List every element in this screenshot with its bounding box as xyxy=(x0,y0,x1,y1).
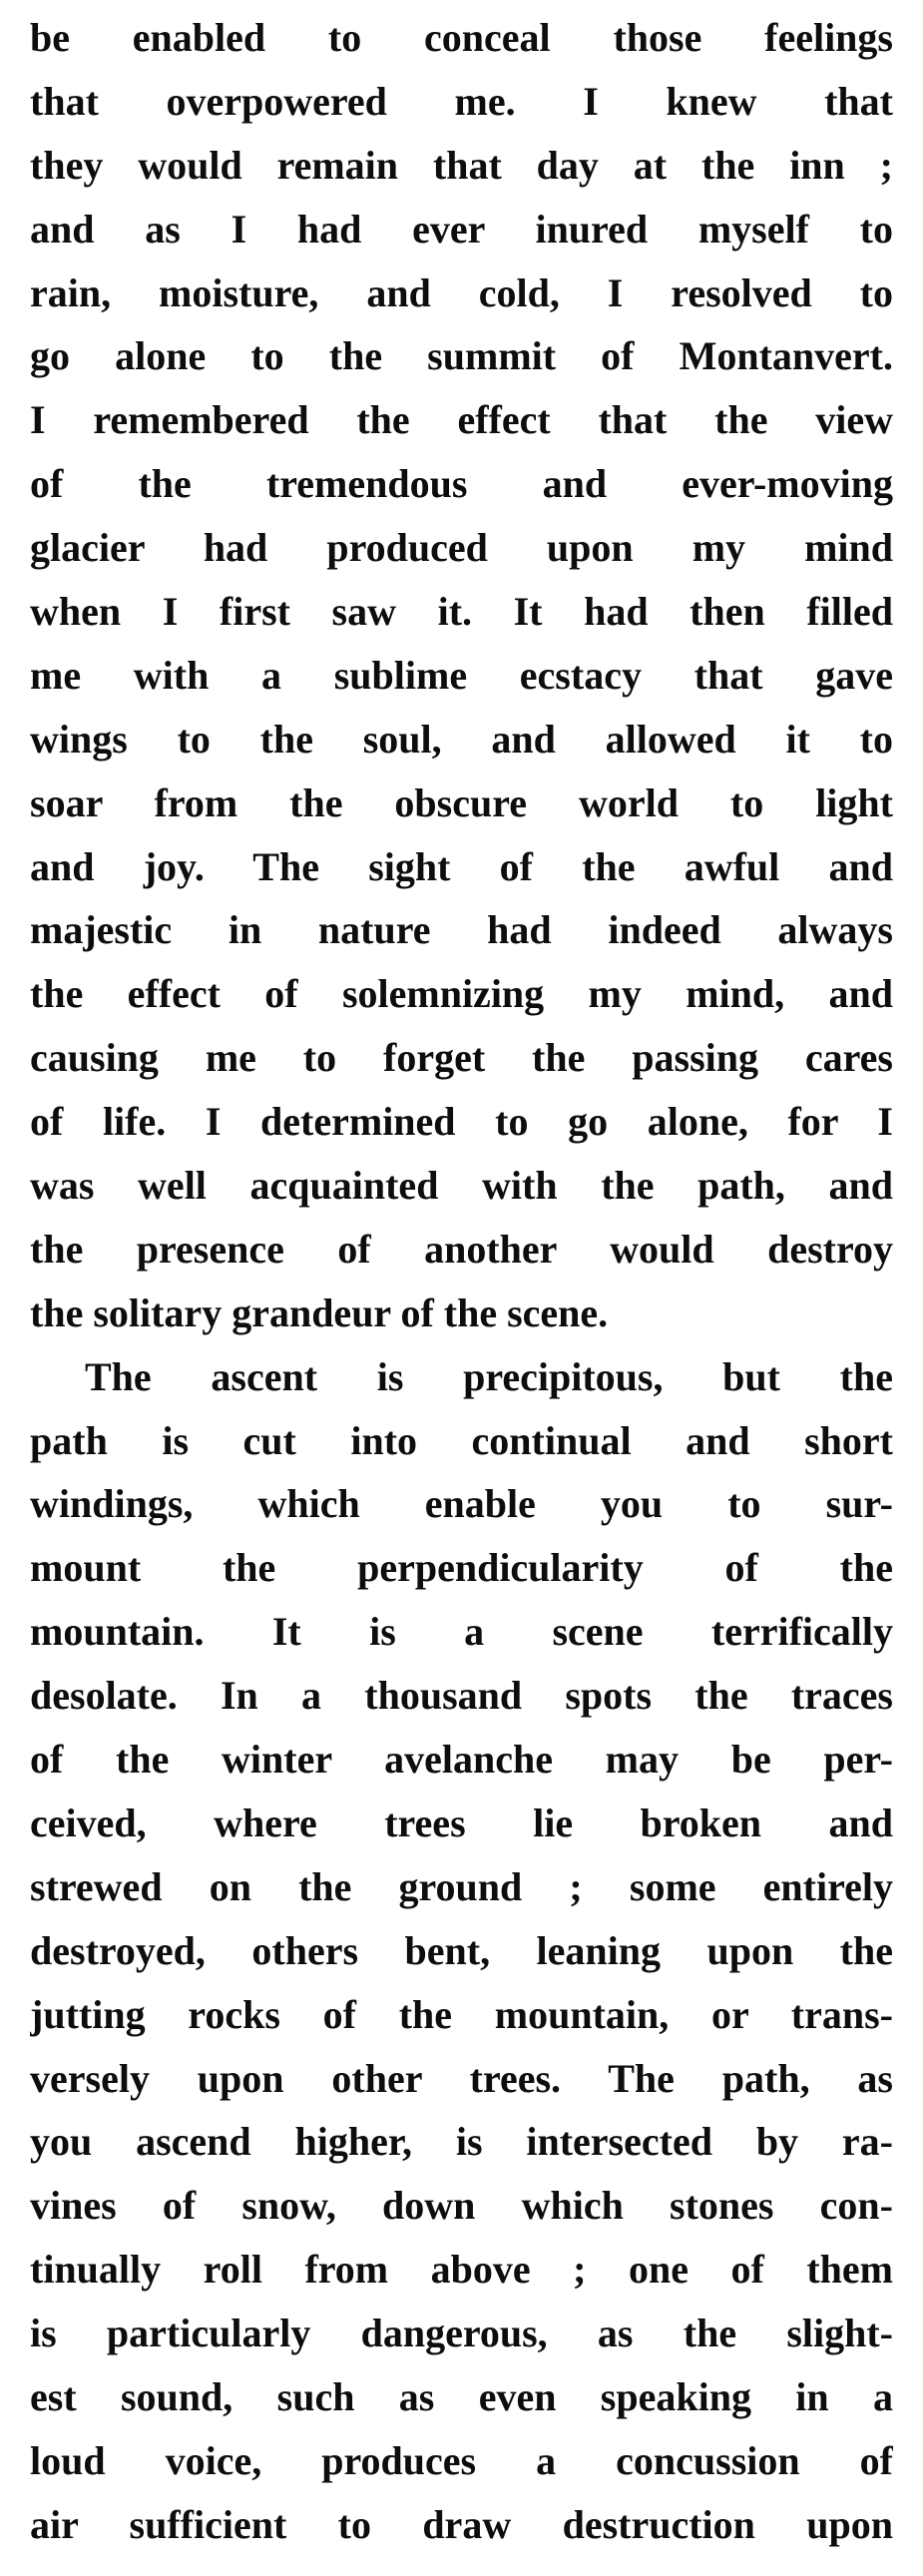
text-line-33: versely upon other trees. The path, as xyxy=(30,2055,893,2101)
text-line-39: loud voice, produces a concussion of xyxy=(30,2437,893,2483)
text-line-10: when I first saw it. It had then filled xyxy=(30,589,893,635)
text-line-5: rain, moisture, and cold, I resolved to xyxy=(30,269,893,315)
text-line-19: was well acquainted with the path, and xyxy=(30,1163,893,1209)
text-line-27: desolate. In a thousand spots the traces xyxy=(30,1673,893,1719)
text-line-2: that overpowered me. I knew that xyxy=(30,78,893,124)
text-line-29: ceived, where trees lie broken and xyxy=(30,1800,893,1845)
text-line-8: of the tremendous and ever-moving xyxy=(30,461,893,507)
text-line-30: strewed on the ground ; some entirely xyxy=(30,1863,893,1909)
text-line-22: The ascent is precipitous, but the xyxy=(85,1353,893,1399)
text-line-12: wings to the soul, and allowed it to xyxy=(30,716,893,762)
text-line-3: they would remain that day at the inn ; xyxy=(30,142,893,188)
text-line-25: mount the perpendicularity of the xyxy=(30,1545,893,1591)
text-line-26: mountain. It is a scene terrifically xyxy=(30,1609,893,1655)
text-line-34: you ascend higher, is intersected by ra- xyxy=(30,2119,893,2165)
text-line-11: me with a sublime ecstacy that gave xyxy=(30,652,893,698)
text-line-7: I remembered the effect that the view xyxy=(30,397,893,443)
text-line-23: path is cut into continual and short xyxy=(30,1417,893,1463)
text-line-16: the effect of solemnizing my mind, and xyxy=(30,971,893,1017)
text-line-1: be enabled to conceal those feelings xyxy=(30,15,893,60)
text-line-32: jutting rocks of the mountain, or trans- xyxy=(30,1991,893,2037)
text-line-21: the solitary grandeur of the scene. xyxy=(30,1289,609,1335)
text-line-9: glacier had produced upon my mind xyxy=(30,525,893,571)
text-line-4: and as I had ever inured myself to xyxy=(30,206,893,252)
text-line-28: of the winter avelanche may be per- xyxy=(30,1737,893,1783)
text-line-38: est sound, such as even speaking in a xyxy=(30,2373,893,2419)
body-text xyxy=(30,6,893,2557)
text-line-24: windings, which enable you to sur- xyxy=(30,1481,893,1527)
text-line-18: of life. I determined to go alone, for I xyxy=(30,1099,893,1145)
text-line-6: go alone to the summit of Montanvert. xyxy=(30,333,893,379)
text-line-31: destroyed, others bent, leaning upon the xyxy=(30,1927,893,1973)
text-line-20: the presence of another would destroy xyxy=(30,1226,893,1272)
text-line-36: tinually roll from above ; one of them xyxy=(30,2247,893,2293)
text-line-14: and joy. The sight of the awful and xyxy=(30,843,893,889)
text-line-37: is particularly dangerous, as the slight- xyxy=(30,2311,893,2356)
text-line-13: soar from the obscure world to light xyxy=(30,779,893,825)
text-line-17: causing me to forget the passing cares xyxy=(30,1035,893,1081)
text-line-40: air sufficient to draw destruction upon xyxy=(30,2501,893,2547)
text-line-35: vines of snow, down which stones con- xyxy=(30,2183,893,2229)
text-line-15: majestic in nature had indeed always xyxy=(30,907,893,953)
